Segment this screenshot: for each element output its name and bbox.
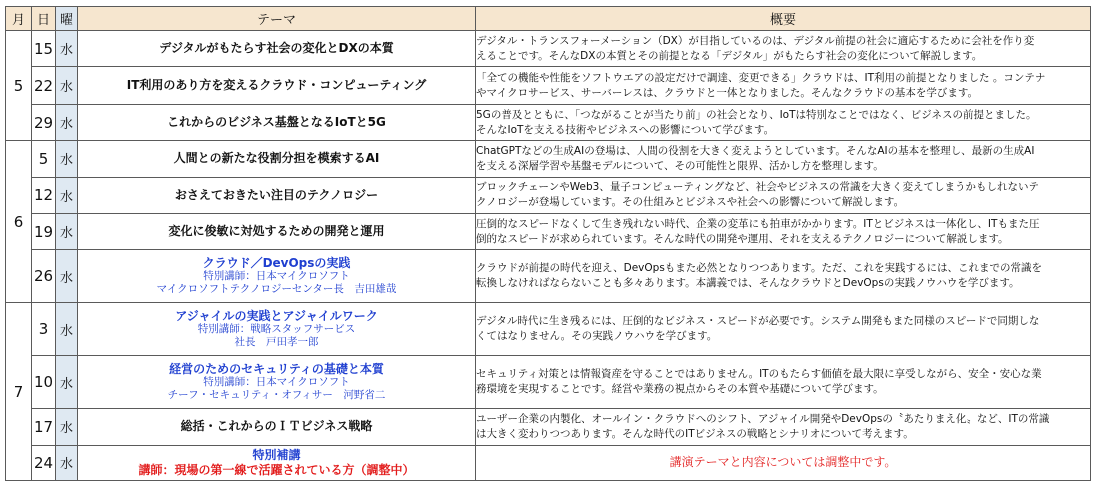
table-row [6, 31, 1091, 67]
summary-cell [476, 67, 1091, 105]
summary-cell [476, 214, 1091, 250]
header-month: 月 [6, 7, 32, 31]
summary-cell [476, 409, 1091, 445]
table-row [6, 177, 1091, 213]
month-cell: 5 [6, 31, 32, 141]
summary-line: 圧倒的なスピードなくして生き残れない時代、企業の変革にも拍車がかかります。ITとビジネスは一体化し、ITもまた圧 [476, 217, 1040, 230]
lecturer-line: 社長 戸田孝一郎 [234, 336, 319, 349]
summary-line: デジタル・トランスフォーメーション（DX）が目指しているのは、デジタル前提の社会に適応するために会社を作り変 [476, 34, 1035, 47]
theme-cell [78, 303, 476, 356]
table-row [6, 356, 1091, 409]
summary-line: 講演テーマと内容については調整中です。 [669, 455, 897, 470]
day-cell: 24 [32, 445, 56, 480]
table-row [6, 67, 1091, 105]
theme-cell [78, 177, 476, 213]
summary-line: そんなIoTを支える技術やビジネスへの影響について学びます。 [476, 123, 775, 136]
summary-line: を支える深層学習や基盤モデルについて、その可能性と限界、活かし方を整理します。 [476, 159, 884, 172]
header-theme: テーマ [78, 7, 476, 31]
summary-line: くてはなりません。その実践ノウハウを学びます。 [476, 330, 718, 343]
summary-line: デジタル時代に生き残るには、圧倒的なビジネス・スピードが必要です。システム開発もまた同様のスピードで同期しな [476, 315, 1040, 328]
day-cell: 17 [32, 409, 56, 445]
theme-title: アジャイルの実践とアジャイルワーク [175, 309, 378, 324]
lecturer-line: チーフ・セキュリティ・オフィサー 河野省二 [167, 389, 386, 402]
special-title: 特別補講 [252, 447, 301, 462]
theme-cell [78, 141, 476, 177]
day-cell: 10 [32, 356, 56, 409]
summary-cell [476, 141, 1091, 177]
theme-title: クラウド／DevOpsの実践 [202, 256, 351, 271]
lecturer-line: マイクロソフトテクノロジーセンター長 吉田雄哉 [156, 283, 397, 296]
lecturer-line: 特別講師：日本マイクロソフト [203, 376, 350, 389]
weekday-cell: 水 [56, 356, 78, 409]
summary-line: 「全ての機能や性能をソフトウエアの設定だけで調達、変更できる」クラウドは、IT利用の前提となりました 。コンテナ [476, 71, 1046, 84]
summary-line: ユーザー企業の内製化、オールイン・クラウドへのシフト、アジャイル開発やDevOpsの〝あたりまえ化〟など、ITの常識 [476, 412, 1050, 425]
summary-line: 5Gの普及とともに、「つながることが当たり前」の社会となり、IoTは特別なことではなく、ビジネスの前提とました。 [476, 108, 1037, 121]
day-cell: 12 [32, 177, 56, 213]
theme-title: 人間との新たな役割分担を模索するAI [173, 151, 380, 166]
month-cell: 7 [6, 303, 32, 481]
summary-line: セキュリティ対策とは情報資産を守ることではありません。ITのもたらす価値を最大限に享受しながら、安全・安心な業 [476, 368, 1042, 381]
theme-title: IT利用のあり方を変えるクラウド・コンピューティング [126, 78, 427, 93]
day-cell: 29 [32, 104, 56, 140]
special-lecturer: 講師：現場の第一線で活躍されている方（調整中） [138, 462, 415, 477]
summary-cell [476, 303, 1091, 356]
summary-line: えることです。そんなDXの本質とその前提となる「デジタル」がもたらす社会の変化について解説します。 [476, 49, 983, 62]
weekday-cell: 水 [56, 445, 78, 480]
weekday-cell: 水 [56, 409, 78, 445]
day-cell: 5 [32, 141, 56, 177]
day-cell: 26 [32, 250, 56, 303]
table-row [6, 445, 1091, 480]
lecturer-line: 特別講師：戦略スタッフサービス [197, 323, 356, 336]
lecture-schedule-table [5, 6, 1091, 481]
theme-title: おさえておきたい注目のテクノロジー [174, 187, 379, 202]
summary-line: ブロックチェーンやWeb3、量子コンピューティングなど、社会やビジネスの常識を大きく変えてしまうかもしれないテ [476, 181, 1039, 194]
day-cell: 3 [32, 303, 56, 356]
summary-cell [476, 250, 1091, 303]
header-day: 日 [32, 7, 56, 31]
weekday-cell: 水 [56, 31, 78, 67]
weekday-cell: 水 [56, 141, 78, 177]
weekday-cell: 水 [56, 104, 78, 140]
summary-cell [476, 104, 1091, 140]
weekday-cell: 水 [56, 177, 78, 213]
header-row [6, 7, 1091, 31]
table-row [6, 303, 1091, 356]
theme-title: 変化に俊敏に対処するための開発と運用 [168, 224, 385, 239]
summary-line: ChatGPTなどの生成AIの登場は、人間の役割を大きく変えようとしています。そんなAIの基本を整理し、最新の生成AI [476, 144, 1035, 157]
day-cell: 22 [32, 67, 56, 105]
weekday-cell: 水 [56, 67, 78, 105]
theme-title: これからのビジネス基盤となるIoTと5G [167, 115, 386, 130]
theme-cell [78, 104, 476, 140]
summary-cell [476, 177, 1091, 213]
table-row [6, 141, 1091, 177]
header-weekday: 曜 [56, 7, 78, 31]
summary-line: やマイクロサービス、サーバーレスは、クラウドと一体となりました。そんなクラウドの基本を学びます。 [476, 86, 979, 99]
table-row [6, 250, 1091, 303]
summary-line: 転換しなければならないことも多々あります。本講義では、そんなクラウドとDevOpsの実践ノウハウを学びます。 [476, 277, 1020, 290]
theme-cell [78, 250, 476, 303]
theme-cell [78, 31, 476, 67]
lecturer-line: 特別講師：日本マイクロソフト [203, 270, 350, 283]
summary-line: 倒的なスピードが求められています。そんな時代の開発や運用、それを支えるテクノロジーについて解説します。 [476, 232, 1009, 245]
month-cell: 6 [6, 141, 32, 303]
summary-cell [476, 31, 1091, 67]
table-row [6, 409, 1091, 445]
theme-cell [78, 356, 476, 409]
summary-line: は大きく変わりつつあります。そんな時代のITビジネスの戦略とシナリオについて考えます。 [476, 427, 914, 440]
summary-line: クラウドが前提の時代を迎え、DevOpsもまた必然となりつつあります。ただ、これを実践するには、これまでの常識を [476, 262, 1042, 275]
weekday-cell: 水 [56, 250, 78, 303]
summary-cell [476, 356, 1091, 409]
summary-line: 務環境を実現することです。経営や業務の視点からその本質や基礎について学びます。 [476, 383, 884, 396]
theme-title: 経営のためのセキュリティの基礎と本質 [169, 362, 384, 377]
day-cell: 15 [32, 31, 56, 67]
theme-cell [78, 214, 476, 250]
table-row [6, 214, 1091, 250]
summary-cell [476, 445, 1091, 480]
day-cell: 19 [32, 214, 56, 250]
summary-line: クノロジーが登場しています。その仕組みとビジネスや社会への影響について解説します。 [476, 196, 905, 209]
header-summary: 概要 [476, 7, 1091, 31]
theme-cell [78, 409, 476, 445]
weekday-cell: 水 [56, 214, 78, 250]
theme-title: 総括・これからのＩＴビジネス戦略 [180, 419, 373, 434]
table-row [6, 104, 1091, 140]
theme-cell [78, 445, 476, 480]
theme-cell [78, 67, 476, 105]
theme-title: デジタルがもたらす社会の変化とDXの本質 [159, 41, 394, 56]
weekday-cell: 水 [56, 303, 78, 356]
